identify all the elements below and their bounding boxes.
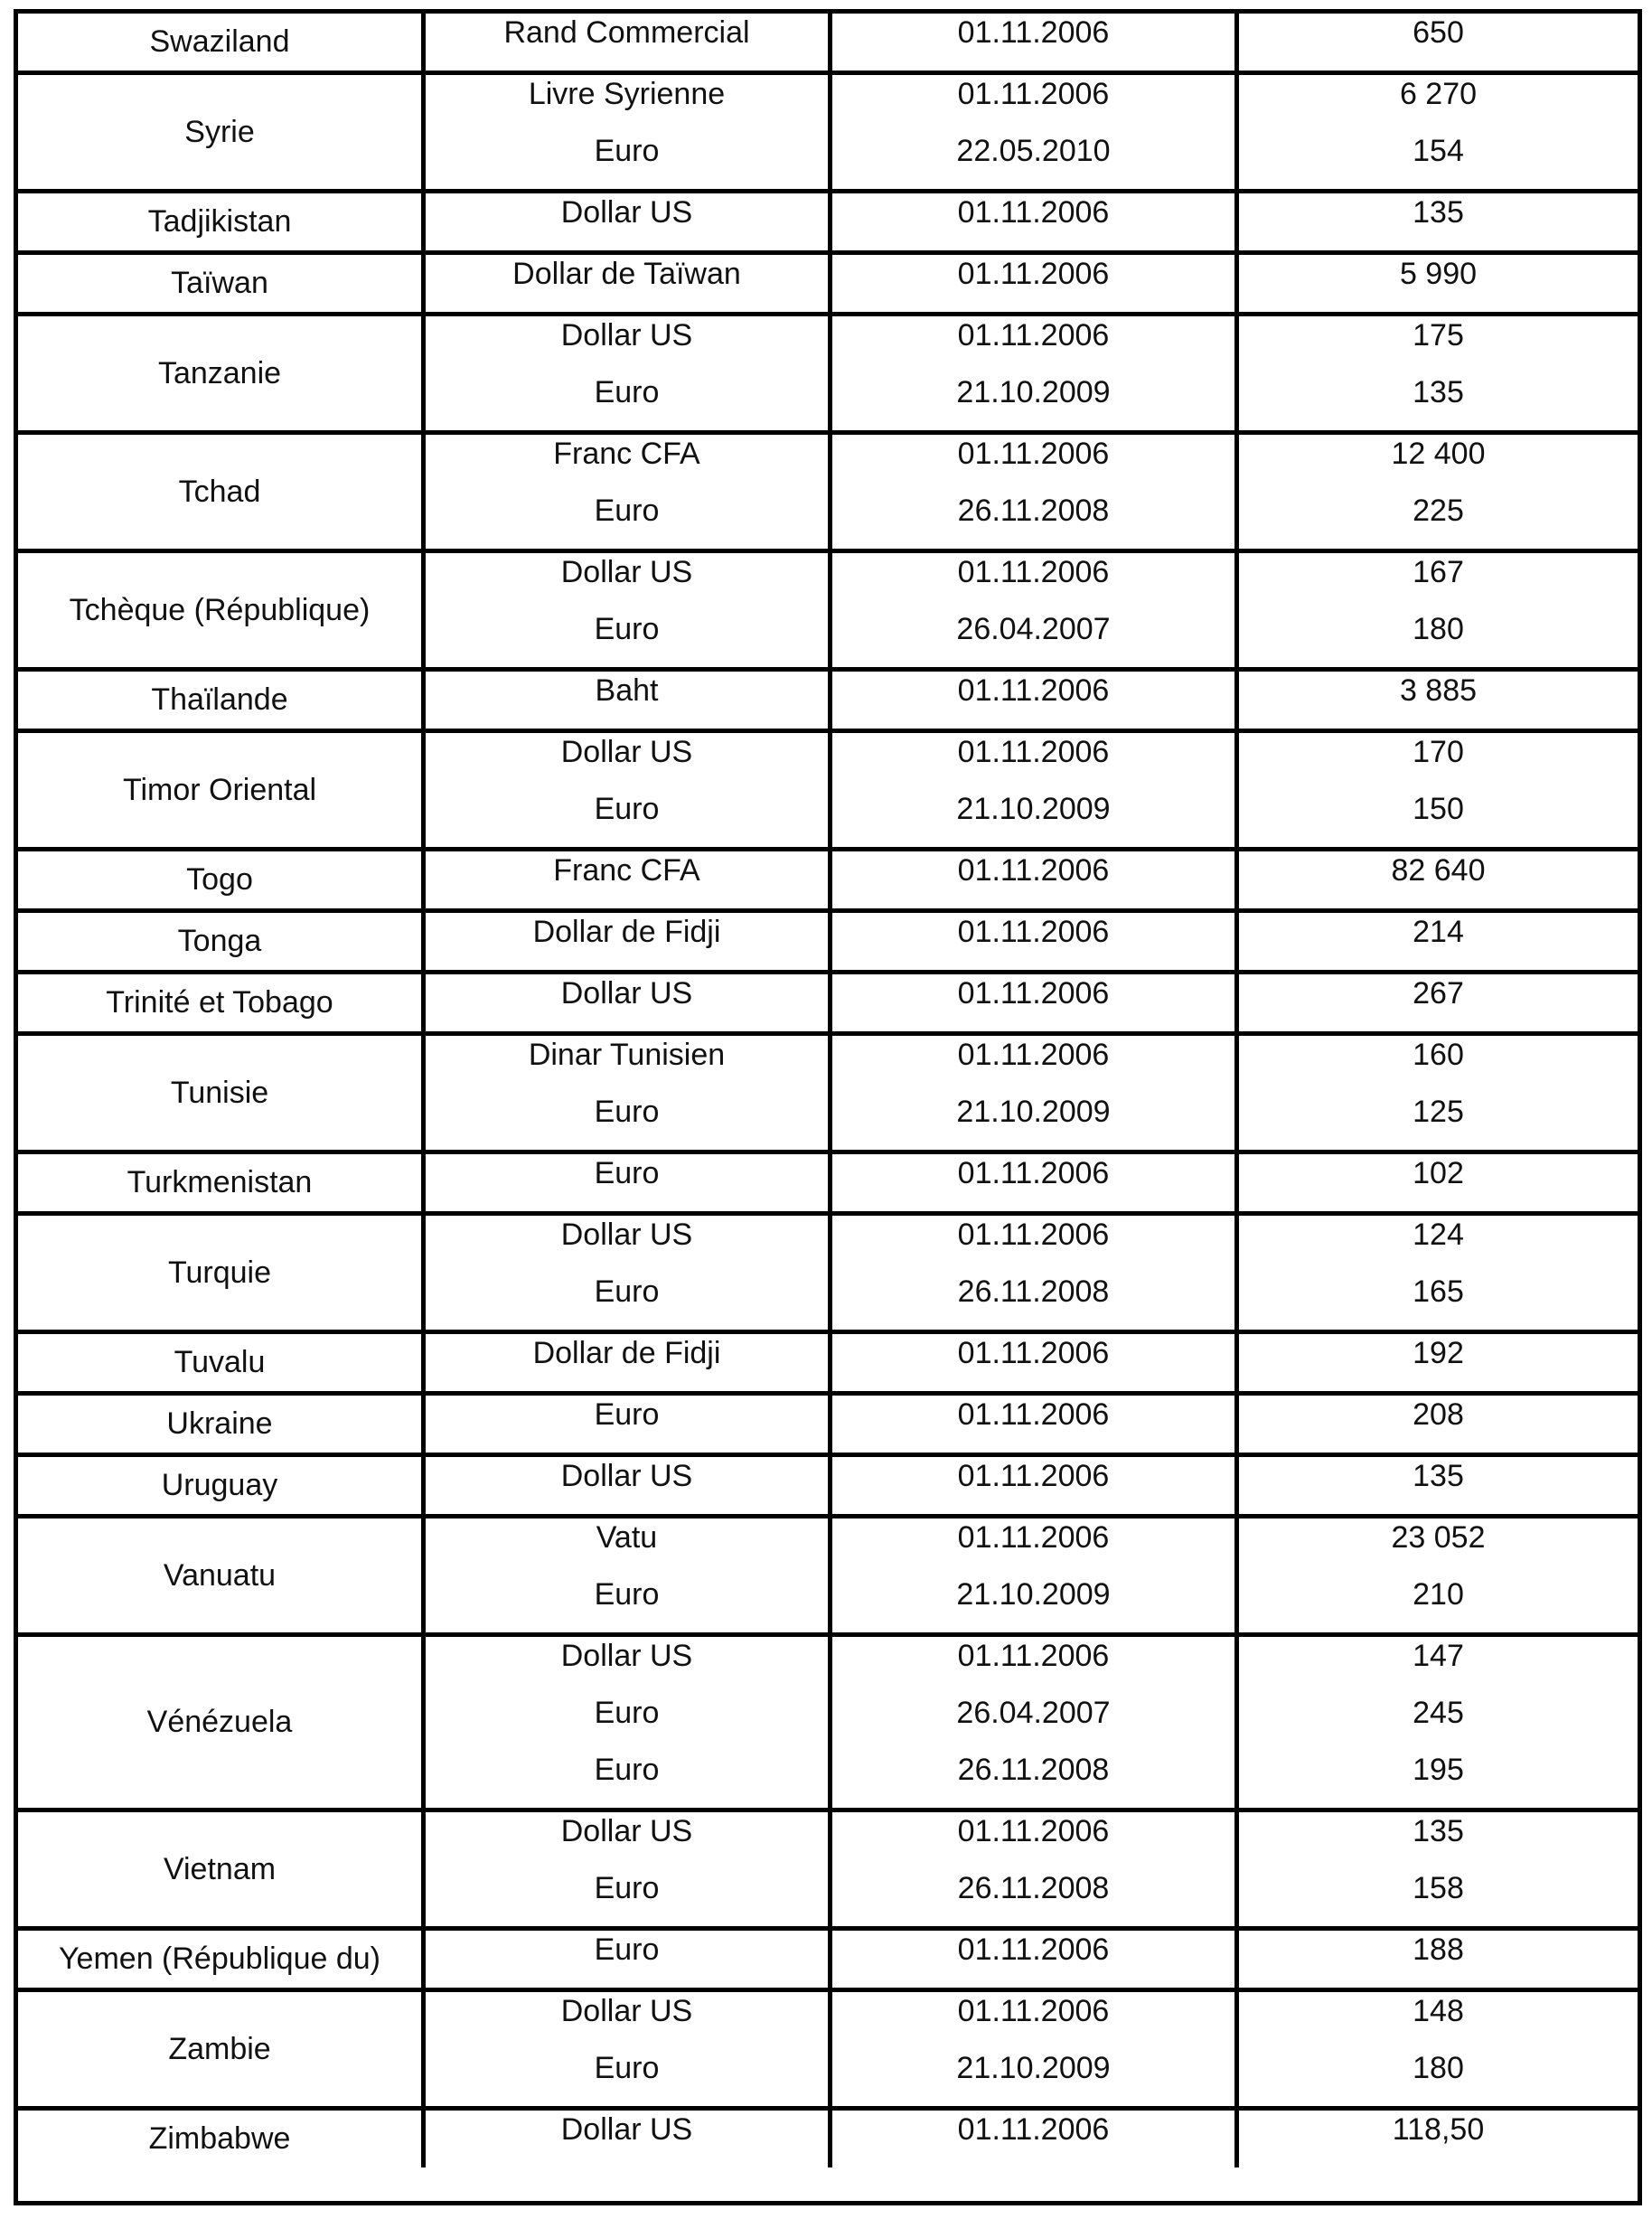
- country-name: Yemen (République du): [59, 1942, 380, 1976]
- country-cell: [18, 1519, 421, 1632]
- country-name: Taïwan: [171, 266, 268, 300]
- currency-value: Euro: [594, 1274, 660, 1309]
- amount-cell: [1234, 435, 1638, 549]
- date-cell: [828, 553, 1234, 667]
- date-value: 01.11.2006: [957, 976, 1110, 1011]
- date-value: 21.10.2009: [956, 1577, 1111, 1612]
- country-cell: [18, 1216, 421, 1330]
- currency-value: Euro: [594, 1871, 660, 1905]
- date-cell: [828, 913, 1234, 970]
- amount-cell: [1234, 913, 1638, 970]
- date-cell: [828, 75, 1234, 189]
- currency-value: Euro: [594, 2051, 660, 2085]
- date-value: 01.11.2006: [957, 1397, 1110, 1432]
- amount-value: 135: [1413, 375, 1464, 409]
- amount-value: 160: [1413, 1038, 1464, 1072]
- amount-cell: [1234, 851, 1638, 908]
- date-value: 01.11.2006: [957, 1639, 1110, 1673]
- currency-value: Baht: [595, 673, 659, 708]
- currency-cell: [421, 255, 828, 312]
- currency-value: Vatu: [596, 1520, 658, 1555]
- date-value: 21.10.2009: [956, 792, 1111, 826]
- date-value: 01.11.2006: [957, 257, 1110, 291]
- country-name: Tanzanie: [157, 355, 282, 390]
- currency-cell: [421, 913, 828, 970]
- amount-value: 167: [1413, 555, 1464, 589]
- currency-cell: [421, 14, 828, 71]
- amount-value: 82 640: [1391, 853, 1486, 888]
- country-cell: [18, 974, 421, 1031]
- country-cell: [18, 1334, 421, 1391]
- date-value: 01.11.2006: [957, 1520, 1110, 1555]
- amount-value: 125: [1413, 1095, 1464, 1129]
- amount-value: 180: [1413, 612, 1464, 646]
- currency-value: Dollar US: [560, 555, 693, 589]
- date-value: 01.11.2006: [957, 1218, 1110, 1252]
- currency-cell: [421, 435, 828, 549]
- date-cell: [828, 14, 1234, 71]
- country-cell: [18, 316, 421, 430]
- amount-cell: [1234, 672, 1638, 729]
- date-cell: [828, 733, 1234, 847]
- amount-value: 150: [1413, 792, 1464, 826]
- date-value: 22.05.2010: [956, 134, 1111, 168]
- currency-value: Franc CFA: [553, 853, 700, 888]
- currency-value: Dollar US: [560, 318, 693, 353]
- date-value: 01.11.2006: [957, 2112, 1110, 2147]
- date-value: 01.11.2006: [957, 853, 1110, 888]
- date-value: 26.11.2008: [957, 1274, 1110, 1309]
- currency-cell: [421, 1519, 828, 1632]
- country-name: Tonga: [177, 924, 262, 958]
- currency-value: Euro: [594, 1753, 660, 1787]
- amount-cell: [1234, 1036, 1638, 1150]
- date-value: 26.11.2008: [957, 494, 1110, 528]
- currency-cell: [421, 75, 828, 189]
- date-value: 26.04.2007: [956, 612, 1111, 646]
- date-value: 01.11.2006: [957, 195, 1110, 230]
- table-row: [18, 1453, 1638, 1514]
- currency-value: Dollar US: [560, 1218, 693, 1252]
- amount-value: 135: [1413, 1459, 1464, 1493]
- date-value: 01.11.2006: [957, 915, 1110, 949]
- table-row: [18, 729, 1638, 847]
- country-cell: [18, 193, 421, 250]
- amount-cell: [1234, 1334, 1638, 1391]
- date-cell: [828, 2111, 1234, 2167]
- date-value: 26.11.2008: [957, 1871, 1110, 1905]
- currency-value: Euro: [594, 375, 660, 409]
- date-cell: [828, 1216, 1234, 1330]
- date-value: 01.11.2006: [957, 77, 1110, 111]
- amount-cell: [1234, 75, 1638, 189]
- country-name: Trinité et Tobago: [106, 985, 333, 1020]
- amount-value: 267: [1413, 976, 1464, 1011]
- amount-cell: [1234, 733, 1638, 847]
- currency-value: Euro: [594, 1095, 660, 1129]
- amount-cell: [1234, 1812, 1638, 1926]
- currency-value: Dollar US: [560, 1994, 693, 2028]
- currency-value: Euro: [594, 1577, 660, 1612]
- currency-value: Dollar US: [560, 195, 693, 230]
- country-cell: [18, 1396, 421, 1453]
- currency-value: Euro: [594, 1932, 660, 1967]
- amount-cell: [1234, 193, 1638, 250]
- date-cell: [828, 851, 1234, 908]
- currency-value: Dollar US: [560, 2112, 693, 2147]
- table-row: [18, 908, 1638, 970]
- country-name: Vanuatu: [163, 1557, 277, 1593]
- date-value: 01.11.2006: [957, 318, 1110, 353]
- currency-cell: [421, 974, 828, 1031]
- country-name: Togo: [186, 862, 253, 897]
- country-cell: [18, 733, 421, 847]
- amount-cell: [1234, 1637, 1638, 1808]
- currency-value: Euro: [594, 1696, 660, 1730]
- amount-value: 650: [1413, 15, 1464, 50]
- country-cell: [18, 2111, 421, 2167]
- amount-cell: [1234, 1457, 1638, 1514]
- currency-cell: [421, 851, 828, 908]
- table-row: [18, 1926, 1638, 1988]
- currency-cell: [421, 1931, 828, 1988]
- country-name: Tchad: [178, 474, 261, 509]
- amount-cell: [1234, 974, 1638, 1031]
- amount-value: 192: [1413, 1336, 1464, 1370]
- currency-value: Dollar US: [560, 1639, 693, 1673]
- country-cell: [18, 1812, 421, 1926]
- country-name: Tchèque (République): [69, 592, 371, 627]
- currency-value: Dollar US: [560, 735, 693, 769]
- table-row: [18, 1988, 1638, 2106]
- table-row: [18, 2106, 1638, 2167]
- date-cell: [828, 1812, 1234, 1926]
- amount-value: 6 270: [1399, 77, 1478, 111]
- country-name: Zambie: [168, 2031, 271, 2066]
- date-cell: [828, 1036, 1234, 1150]
- amount-value: 195: [1413, 1753, 1464, 1787]
- amount-value: 214: [1413, 915, 1464, 949]
- table-row: [18, 970, 1638, 1031]
- amount-value: 175: [1413, 318, 1464, 353]
- date-value: 01.11.2006: [957, 735, 1110, 769]
- currency-value: Dollar US: [560, 1459, 693, 1493]
- currency-value: Franc CFA: [553, 437, 700, 471]
- amount-value: 102: [1413, 1156, 1464, 1190]
- amount-value: 124: [1413, 1218, 1464, 1252]
- amount-cell: [1234, 1931, 1638, 1988]
- currency-value: Euro: [594, 1156, 660, 1190]
- country-cell: [18, 14, 421, 71]
- country-cell: [18, 1036, 421, 1150]
- currency-value: Livre Syrienne: [528, 77, 726, 111]
- currency-cell: [421, 1396, 828, 1453]
- table-row: [18, 189, 1638, 250]
- table-row: [18, 667, 1638, 729]
- amount-value: 5 990: [1399, 257, 1478, 291]
- amount-value: 210: [1413, 1577, 1464, 1612]
- amount-cell: [1234, 553, 1638, 667]
- date-value: 01.11.2006: [957, 1994, 1110, 2028]
- table-row: [18, 1031, 1638, 1150]
- date-value: 01.11.2006: [957, 15, 1110, 50]
- country-name: Turkmenistan: [127, 1165, 313, 1199]
- country-name: Turquie: [167, 1255, 272, 1290]
- country-name: Zimbabwe: [148, 2121, 291, 2156]
- currency-value: Euro: [594, 134, 660, 168]
- country-cell: [18, 672, 421, 729]
- currency-value: Dollar US: [560, 1814, 693, 1848]
- amount-value: 23 052: [1391, 1520, 1486, 1555]
- amount-cell: [1234, 14, 1638, 71]
- amount-value: 225: [1413, 494, 1464, 528]
- amount-value: 208: [1413, 1397, 1464, 1432]
- date-cell: [828, 193, 1234, 250]
- table-row: [18, 549, 1638, 667]
- currency-value: Euro: [594, 792, 660, 826]
- currency-cell: [421, 672, 828, 729]
- table-row: [18, 1391, 1638, 1453]
- table-row: [18, 1808, 1638, 1926]
- date-value: 01.11.2006: [957, 673, 1110, 708]
- currency-cell: [421, 2111, 828, 2167]
- country-name: Vénézuela: [146, 1705, 293, 1739]
- currency-cell: [421, 1216, 828, 1330]
- date-cell: [828, 1396, 1234, 1453]
- amount-cell: [1234, 316, 1638, 430]
- date-cell: [828, 672, 1234, 729]
- amount-cell: [1234, 1396, 1638, 1453]
- amount-value: 180: [1413, 2051, 1464, 2085]
- date-value: 01.11.2006: [957, 1038, 1110, 1072]
- date-value: 01.11.2006: [957, 1814, 1110, 1848]
- currency-value: Rand Commercial: [503, 15, 750, 50]
- country-name: Syrie: [184, 114, 255, 149]
- date-value: 01.11.2006: [957, 1336, 1110, 1370]
- date-value: 21.10.2009: [956, 1095, 1111, 1129]
- amount-cell: [1234, 1154, 1638, 1211]
- country-cell: [18, 1154, 421, 1211]
- amount-value: 158: [1413, 1871, 1464, 1905]
- date-value: 01.11.2006: [957, 555, 1110, 589]
- date-value: 01.11.2006: [957, 1156, 1110, 1190]
- currency-cell: [421, 553, 828, 667]
- currency-cell: [421, 1812, 828, 1926]
- date-cell: [828, 1334, 1234, 1391]
- date-cell: [828, 1992, 1234, 2106]
- table-row: [18, 1330, 1638, 1391]
- date-cell: [828, 1457, 1234, 1514]
- amount-value: 154: [1413, 134, 1464, 168]
- date-cell: [828, 1519, 1234, 1632]
- table-row: [18, 847, 1638, 908]
- table-row: [18, 1632, 1638, 1808]
- currency-value: Dollar de Taïwan: [512, 257, 741, 291]
- currency-value: Dollar de Fidji: [532, 1336, 721, 1370]
- amount-value: 118,50: [1392, 2112, 1485, 2147]
- table-row: [18, 250, 1638, 312]
- date-value: 21.10.2009: [956, 375, 1111, 409]
- amount-value: 147: [1413, 1639, 1464, 1673]
- allowance-table: [14, 9, 1642, 2205]
- currency-value: Dollar de Fidji: [532, 915, 721, 949]
- amount-value: 245: [1413, 1696, 1464, 1730]
- table-row: [18, 1150, 1638, 1211]
- amount-value: 165: [1413, 1274, 1464, 1309]
- amount-cell: [1234, 1519, 1638, 1632]
- table-row: [18, 71, 1638, 189]
- currency-cell: [421, 1457, 828, 1514]
- table-row: [18, 312, 1638, 430]
- amount-value: 170: [1413, 735, 1464, 769]
- date-value: 01.11.2006: [957, 437, 1110, 471]
- amount-cell: [1234, 1216, 1638, 1330]
- amount-value: 135: [1413, 1814, 1464, 1848]
- country-name: Tadjikistan: [147, 204, 292, 239]
- currency-value: Euro: [594, 612, 660, 646]
- currency-value: Dinar Tunisien: [528, 1038, 726, 1072]
- date-cell: [828, 1637, 1234, 1808]
- country-cell: [18, 913, 421, 970]
- country-name: Uruguay: [161, 1468, 278, 1502]
- amount-value: 135: [1413, 195, 1464, 230]
- date-value: 21.10.2009: [956, 2051, 1111, 2085]
- date-cell: [828, 974, 1234, 1031]
- table-row: [18, 430, 1638, 549]
- country-cell: [18, 1637, 421, 1808]
- amount-value: 148: [1413, 1994, 1464, 2028]
- currency-value: Dollar US: [560, 976, 693, 1011]
- currency-cell: [421, 193, 828, 250]
- table-row: [18, 1211, 1638, 1330]
- date-cell: [828, 435, 1234, 549]
- country-cell: [18, 1992, 421, 2106]
- table-row: [18, 1514, 1638, 1632]
- country-name: Tuvalu: [174, 1345, 266, 1379]
- amount-cell: [1234, 2111, 1638, 2167]
- currency-cell: [421, 1154, 828, 1211]
- country-cell: [18, 75, 421, 189]
- date-cell: [828, 1154, 1234, 1211]
- currency-cell: [421, 1637, 828, 1808]
- date-cell: [828, 316, 1234, 430]
- country-name: Thaïlande: [151, 682, 288, 717]
- date-value: 26.04.2007: [956, 1696, 1111, 1730]
- date-value: 26.11.2008: [957, 1753, 1110, 1787]
- amount-value: 3 885: [1399, 673, 1478, 708]
- currency-cell: [421, 1334, 828, 1391]
- country-cell: [18, 1931, 421, 1988]
- amount-cell: [1234, 255, 1638, 312]
- currency-value: Euro: [594, 494, 660, 528]
- currency-cell: [421, 1036, 828, 1150]
- country-name: Ukraine: [166, 1406, 273, 1441]
- date-cell: [828, 1931, 1234, 1988]
- amount-cell: [1234, 1992, 1638, 2106]
- country-cell: [18, 1457, 421, 1514]
- date-value: 01.11.2006: [957, 1932, 1110, 1967]
- currency-value: Euro: [594, 1397, 660, 1432]
- country-name: Tunisie: [170, 1075, 269, 1110]
- country-cell: [18, 435, 421, 549]
- country-cell: [18, 255, 421, 312]
- country-cell: [18, 553, 421, 667]
- country-name: Swaziland: [149, 24, 290, 59]
- country-name: Vietnam: [163, 1851, 277, 1886]
- country-cell: [18, 851, 421, 908]
- date-value: 01.11.2006: [957, 1459, 1110, 1493]
- currency-cell: [421, 733, 828, 847]
- date-cell: [828, 255, 1234, 312]
- table-row: [18, 14, 1638, 71]
- amount-value: 188: [1413, 1932, 1464, 1967]
- country-name: Timor Oriental: [122, 772, 317, 807]
- currency-cell: [421, 316, 828, 430]
- amount-value: 12 400: [1391, 437, 1486, 471]
- currency-cell: [421, 1992, 828, 2106]
